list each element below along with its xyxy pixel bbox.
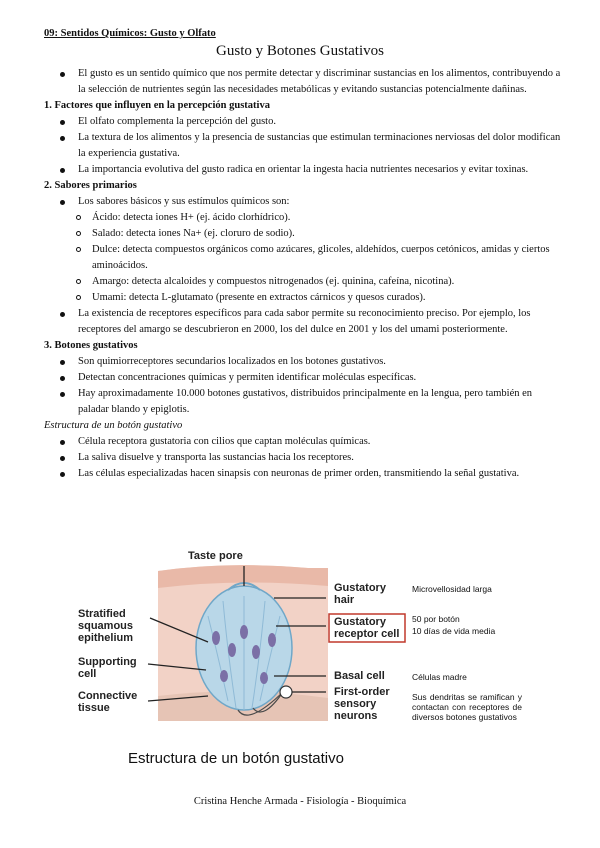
label-first-order-neurons: First-order sensory neurons: [334, 686, 390, 722]
list-item: Son quimiorreceptores secundarios localizados en los botones gustativos.: [44, 354, 564, 370]
intro-item: El gusto es un sentido químico que nos permite detectar y discriminar sustancias en los alimentos, contribuyendo a la selección de nutrientes según las necesidades metabólicas y evitando sustancias potencialmente dañinas.: [44, 66, 564, 98]
section3-heading: 3. Botones gustativos: [44, 340, 138, 351]
flavor-item: Dulce: detecta compuestos orgánicos como azúcares, glicoles, aldehídos, cuerpos cetónicos, amidas y ciertos aminoácidos.: [44, 242, 564, 274]
note-receptor-count: 50 por botón: [412, 614, 460, 624]
section1-heading: 1. Factores que influyen en la percepción gustativa: [44, 100, 270, 111]
section3-subheading: Estructura de un botón gustativo: [44, 420, 183, 431]
list-item: Las células especializadas hacen sinapsis con neuronas de primer orden, transmitiendo la señal gustativa.: [44, 466, 564, 482]
flavor-item: Amargo: detecta alcaloides y compuestos nitrogenados (ej. quinina, cafeína, nicotina).: [44, 274, 564, 290]
label-supporting-cell: Supporting cell: [78, 656, 137, 680]
taste-bud-figure: [78, 546, 528, 774]
label-gustatory-hair: Gustatory hair: [334, 582, 386, 606]
note-neurons: Sus dendritas se ramifican y contactan con receptores de diversos botones gustativos: [412, 692, 522, 722]
note-hair: Microvellosidad larga: [412, 584, 492, 594]
label-basal-cell: Basal cell: [334, 670, 385, 682]
section2-heading: 2. Sabores primarios: [44, 180, 137, 191]
flavor-item: Ácido: detecta iones H+ (ej. ácido clorhídrico).: [44, 210, 564, 226]
page-title: Gusto y Botones Gustativos: [216, 43, 384, 59]
list-item: La textura de los alimentos y la presencia de sustancias que estimulan terminaciones nerviosas del dolor modifican la experiencia gustativa.: [44, 130, 564, 162]
flavor-item: Umami: detecta L-glutamato (presente en extractos cárnicos y quesos curados).: [44, 290, 564, 306]
section2-list: [44, 194, 564, 338]
page-footer: Cristina Henche Armada - Fisiología - Bioquímica: [193, 796, 407, 807]
label-epithelium: Stratified squamous epithelium: [78, 608, 134, 644]
flavor-list: [44, 210, 564, 306]
label-taste-pore: Taste pore: [188, 550, 243, 562]
list-item: La importancia evolutiva del gusto radica en orientar la ingesta hacia nutrientes necesarios y evitar toxinas.: [44, 162, 564, 178]
list-item: Detectan concentraciones químicas y permiten identificar moléculas específicas.: [44, 370, 564, 386]
structure-list: [44, 434, 564, 482]
label-gustatory-receptor-cell: Gustatory receptor cell: [334, 616, 400, 640]
page-header: 09: Sentidos Químicos: Gusto y Olfato: [44, 28, 216, 39]
list-item: [44, 194, 564, 306]
flavor-item: Salado: detecta iones Na+ (ej. cloruro de sodio).: [44, 226, 564, 242]
list-item: La existencia de receptores específicos para cada sabor permite su reconocimiento preciso. Por ejemplo, los receptores del amargo se descubrieron en 2000, los del dulce en 2001 y los del umami posteriormente.: [44, 306, 564, 338]
note-basal: Células madre: [412, 672, 467, 682]
intro-list: [44, 66, 564, 98]
note-receptor-life: 10 días de vida media: [412, 626, 496, 636]
section1-list: [44, 114, 564, 178]
figure-caption: Estructura de un botón gustativo: [128, 750, 344, 767]
list-item: Hay aproximadamente 10.000 botones gustativos, distribuidos principalmente en la lengua, pero también en paladar blando y epiglotis.: [44, 386, 564, 418]
section2-lead: Los sabores básicos y sus estímulos químicos son:: [78, 196, 290, 207]
list-item: Célula receptora gustatoria con cilios que captan moléculas químicas.: [44, 434, 564, 450]
list-item: La saliva disuelve y transporta las sustancias hacia los receptores.: [44, 450, 564, 466]
list-item: El olfato complementa la percepción del gusto.: [44, 114, 564, 130]
label-connective-tissue: Connective tissue: [78, 690, 138, 714]
document-body: [44, 66, 564, 482]
section3-list: [44, 354, 564, 418]
